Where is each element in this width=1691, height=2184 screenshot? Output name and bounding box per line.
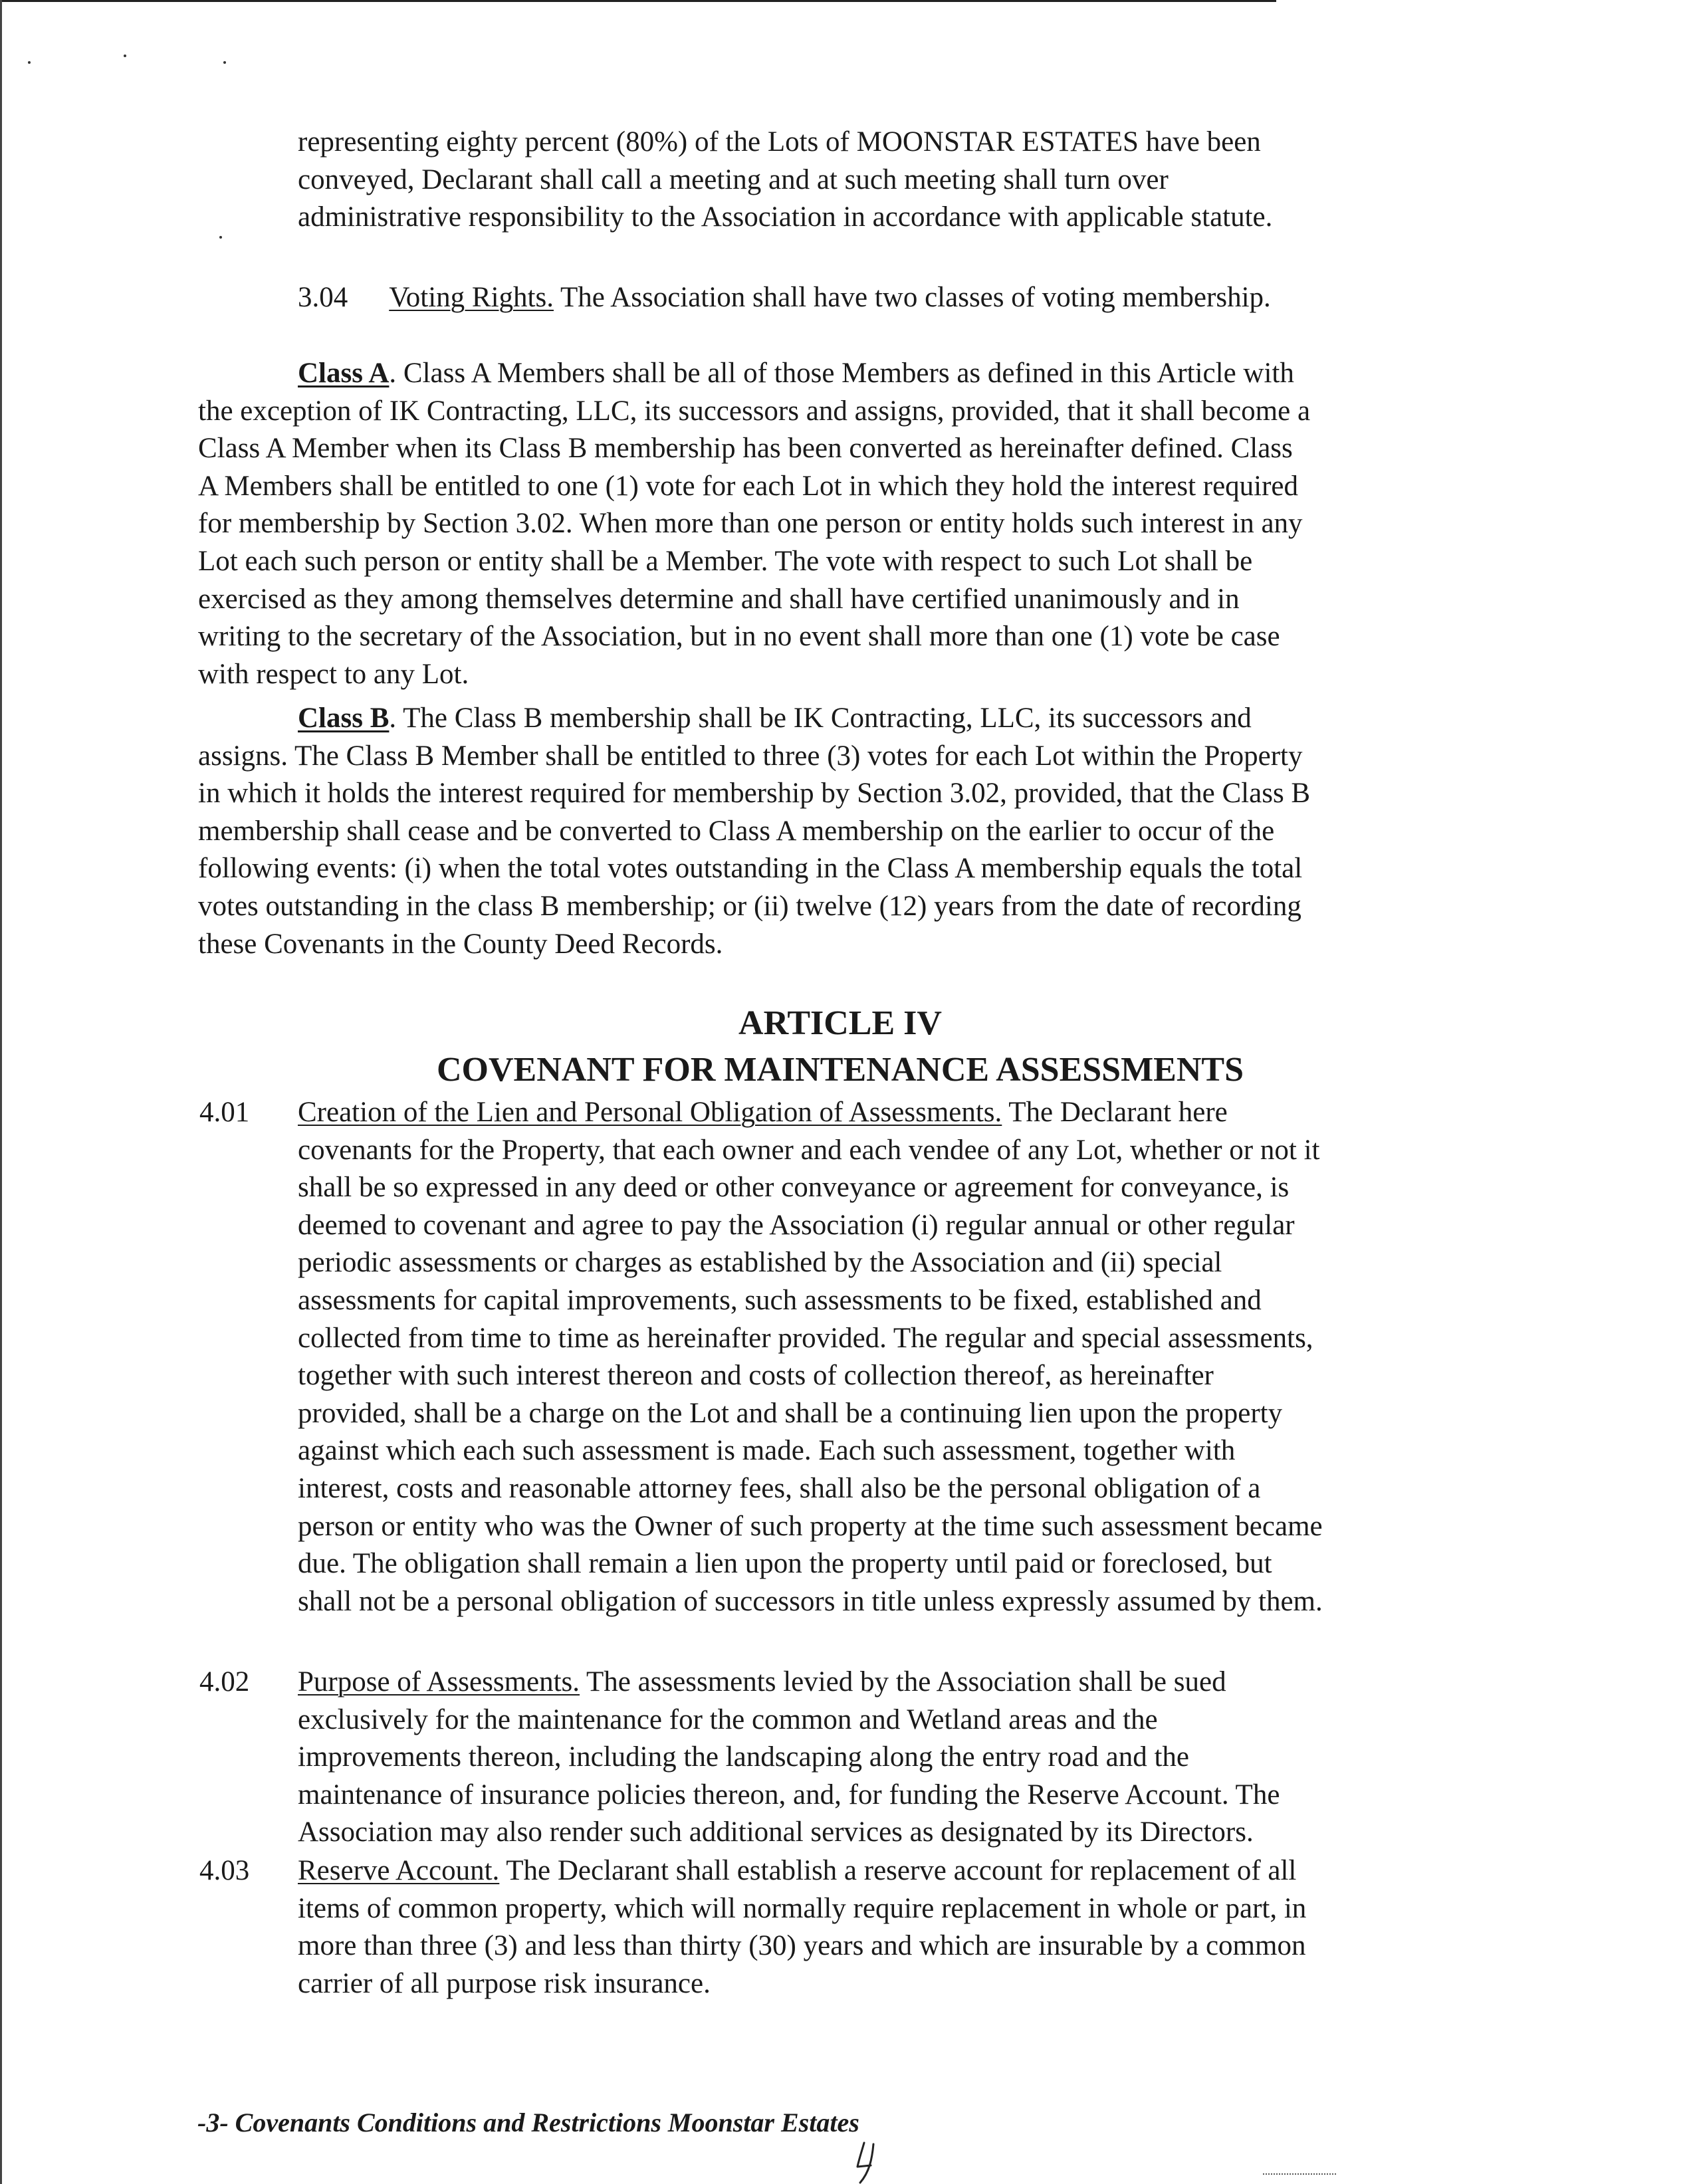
paragraph-line: in which it holds the interest required for membership by Section 3.02, provided, that the Class B — [198, 778, 1311, 810]
paragraph-line: person or entity who was the Owner of such property at the time such assessment became — [298, 1510, 1323, 1542]
section-number: 3.04 — [298, 282, 348, 313]
paragraph-line: with respect to any Lot. — [198, 658, 469, 690]
class-a-label: Class A — [298, 358, 390, 389]
paragraph-line: carrier of all purpose risk insurance. — [298, 1967, 711, 1999]
section-number: 4.01 — [199, 1097, 250, 1128]
paragraph-line: shall be so expressed in any deed or other conveyance or agreement for conveyance, is — [298, 1172, 1290, 1204]
paragraph-line: improvements thereon, including the landscaping along the entry road and the — [298, 1741, 1189, 1773]
paragraph-line: the exception of IK Contracting, LLC, its successors and assigns, provided, that it shall become a — [198, 395, 1311, 427]
paragraph-line: The Declarant shall establish a reserve account for replacement of all — [499, 1855, 1297, 1886]
section-title: Purpose of Assessments. — [298, 1666, 580, 1697]
paragraph-line: more than three (3) and less than thirty (30) years and which are insurable by a common — [298, 1930, 1306, 1962]
scan-speck — [223, 61, 226, 64]
section-number: 4.03 — [199, 1855, 250, 1886]
paragraph-line: items of common property, which will normally require replacement in whole or part, in — [298, 1892, 1307, 1924]
paragraph-line: exclusively for the maintenance for the common and Wetland areas and the — [298, 1703, 1158, 1735]
section-4-01 — [298, 1094, 1323, 1620]
paragraph-line: Lot each such person or entity shall be a Member. The vote with respect to such Lot shall be — [198, 545, 1253, 577]
paragraph-line: assigns. The Class B Member shall be entitled to three (3) votes for each Lot within the Property — [198, 740, 1303, 772]
paragraph-line: conveyed, Declarant shall call a meeting and at such meeting shall turn over — [298, 164, 1169, 195]
paragraph-line: together with such interest thereon and costs of collection thereof, as hereinafter — [298, 1360, 1214, 1392]
section-4-03 — [298, 1852, 1306, 2003]
paragraph-line: these Covenants in the County Deed Records. — [198, 928, 723, 960]
scan-speck — [28, 61, 31, 64]
paragraph-line: A Members shall be entitled to one (1) vote for each Lot in which they hold the interest required — [198, 470, 1299, 502]
article-number-heading: ARTICLE IV — [738, 1004, 942, 1042]
paragraph-line: Class A Member when its Class B membership has been converted as hereinafter defined. Class — [198, 433, 1293, 465]
scan-top-edge — [0, 0, 1276, 2]
paragraph-line: due. The obligation shall remain a lien upon the property until paid or foreclosed, but — [298, 1548, 1272, 1580]
paragraph-line: . Class A Members shall be all of those Members as defined in this Article with — [389, 358, 1294, 389]
paragraph-line: interest, costs and reasonable attorney fees, shall also be the personal obligation of a — [298, 1472, 1261, 1504]
paragraph-line: assessments for capital improvements, such assessments to be fixed, established and — [298, 1284, 1262, 1316]
section-title: Reserve Account. — [298, 1855, 500, 1886]
scan-mark — [1263, 2173, 1336, 2176]
paragraph-line: membership shall cease and be converted to Class A membership on the earlier to occur of the — [198, 815, 1275, 847]
paragraph-line: covenants for the Property, that each owner and each vendee of any Lot, whether or not it — [298, 1134, 1320, 1166]
class-a-paragraph — [198, 355, 1310, 693]
page-footer: -3- Covenants Conditions and Restrictions Moonstar Estates — [197, 2108, 859, 2137]
paragraph-line: for membership by Section 3.02. When more than one person or entity holds such interest in any — [198, 508, 1303, 540]
paragraph-line: periodic assessments or charges as established by the Association and (ii) special — [298, 1247, 1222, 1279]
section-3-04 — [298, 279, 1271, 317]
paragraph-line: shall not be a personal obligation of successors in title unless expressly assumed by them. — [298, 1585, 1323, 1617]
class-b-label: Class B — [298, 703, 390, 734]
paragraph-line: votes outstanding in the class B membership; or (ii) twelve (12) years from the date of recording — [198, 890, 1301, 922]
article-title-heading: COVENANT FOR MAINTENANCE ASSESSMENTS — [436, 1051, 1244, 1089]
scan-left-edge — [0, 0, 2, 2184]
section-4-02 — [298, 1664, 1280, 1852]
paragraph-line: deemed to covenant and agree to pay the Association (i) regular annual or other regular — [298, 1209, 1295, 1241]
scan-speck — [219, 236, 222, 239]
carryover-paragraph — [298, 124, 1272, 237]
handwritten-initials — [844, 2140, 884, 2184]
paragraph-line: exercised as they among themselves determine and shall have certified unanimously and in — [198, 583, 1240, 615]
paragraph-line: Association may also render such additional services as designated by its Directors. — [298, 1816, 1254, 1848]
section-title: Voting Rights. — [389, 282, 554, 313]
paragraph-line: following events: (i) when the total votes outstanding in the Class A membership equals the total — [198, 853, 1303, 885]
paragraph-line: representing eighty percent (80%) of the Lots of MOONSTAR ESTATES have been — [298, 126, 1261, 158]
paragraph-line: against which each such assessment is made. Each such assessment, together with — [298, 1435, 1236, 1467]
paragraph-line: writing to the secretary of the Association, but in no event shall more than one (1) vote be case — [198, 621, 1280, 653]
class-b-paragraph — [198, 700, 1310, 963]
paragraph-line: maintenance of insurance policies thereon, and, for funding the Reserve Account. The — [298, 1779, 1280, 1810]
paragraph-line: . The Class B membership shall be IK Contracting, LLC, its successors and — [389, 703, 1252, 734]
paragraph-line: administrative responsibility to the Association in accordance with applicable statute. — [298, 201, 1273, 233]
section-text: The Association shall have two classes of voting membership. — [553, 282, 1271, 313]
paragraph-line: provided, shall be a charge on the Lot and shall be a continuing lien upon the property — [298, 1397, 1283, 1429]
paragraph-line: The Declarant here — [1002, 1097, 1228, 1128]
scan-speck — [124, 55, 126, 57]
section-number: 4.02 — [199, 1666, 250, 1697]
paragraph-line: collected from time to time as hereinafter provided. The regular and special assessments, — [298, 1322, 1313, 1354]
section-title: Creation of the Lien and Personal Obligation of Assessments. — [298, 1097, 1002, 1128]
paragraph-line: The assessments levied by the Association shall be sued — [580, 1666, 1226, 1697]
